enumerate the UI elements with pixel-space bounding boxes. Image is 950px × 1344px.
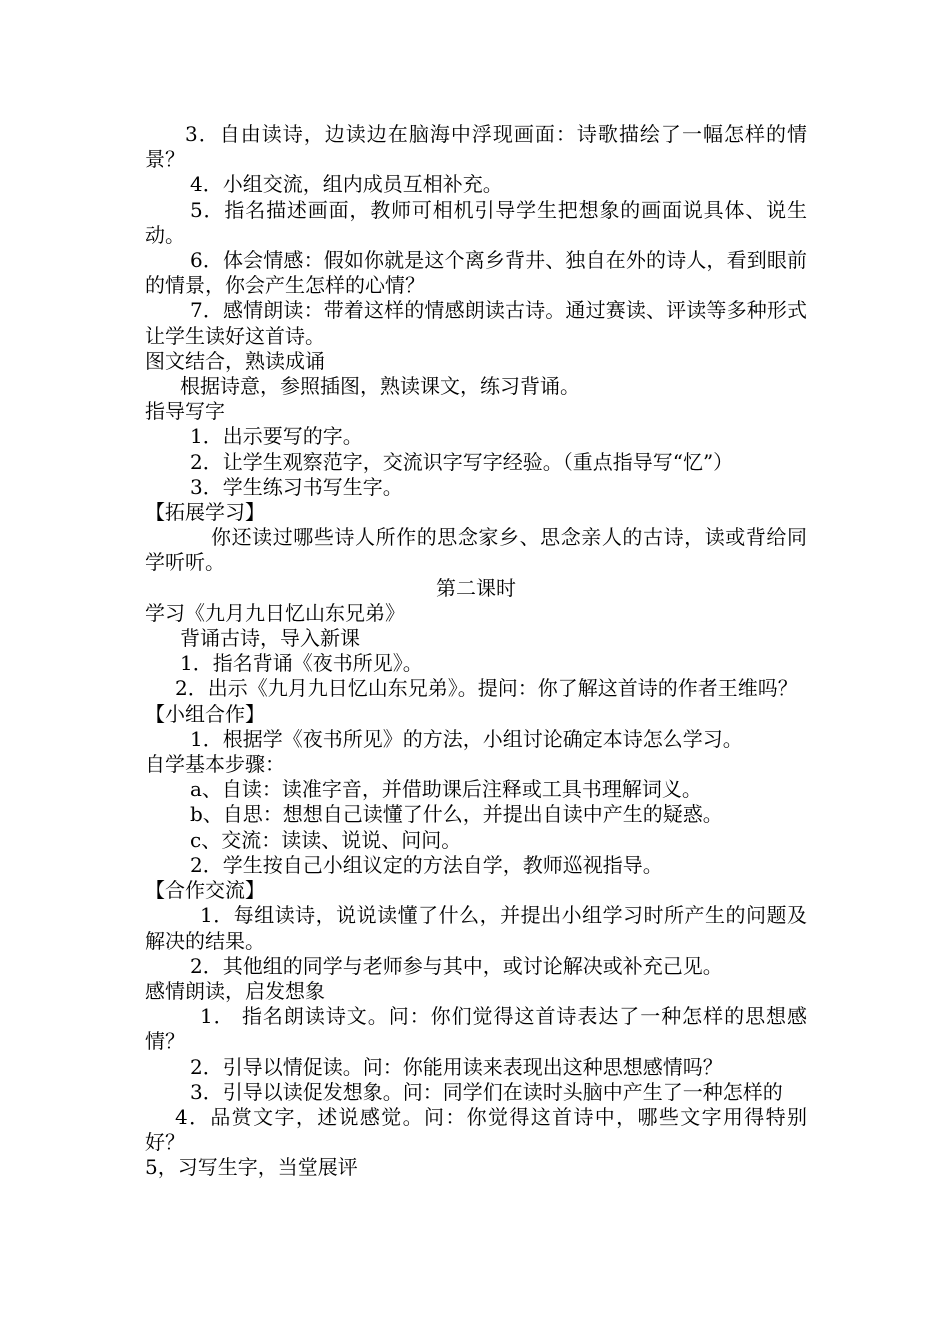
heading-recite-intro: 背诵古诗，导入新课 [180, 626, 360, 651]
emotion-step-4: 4．品赏文字，述说感觉。问：你觉得这首诗中，哪些文字用得特别好？ [145, 1104, 807, 1155]
extended-learning-text: 你还读过哪些诗人所作的思念家乡、思念亲人的古诗，读或背给同学听听。 [145, 525, 807, 575]
section-title-second-lesson: 第二课时 [436, 575, 516, 600]
step-4-group-exchange: 4．小组交流，组内成员互相补充。 [190, 172, 503, 197]
heading-image-text: 图文结合，熟读成诵 [145, 348, 325, 373]
exchange-step-2: 2．其他组的同学与老师参与其中，或讨论解决或补充己见。 [190, 953, 723, 978]
exchange-step-1: 1．每组读诗，说说读懂了什么，并提出小组学习时所产生的问题及解决的结果。 [145, 903, 807, 953]
lesson-plan-text [145, 122, 807, 1181]
step-5-describe-scene: 5．指名描述画面，教师可相机引导学生把想象的画面说具体、说生动。 [145, 197, 807, 247]
heading-cooperative-exchange: 【合作交流】 [145, 878, 265, 903]
step-3-read-poem: 3．自由读诗，边读边在脑海中浮现画面：诗歌描绘了一幅怎样的情景？ [145, 122, 807, 172]
heading-group-cooperation: 【小组合作】 [145, 701, 265, 726]
writing-step-1: 1．出示要写的字。 [190, 424, 363, 449]
step-7-emotional-reading: 7．感情朗读：带着这样的情感朗读古诗。通过赛读、评读等多种形式让学生读好这首诗。 [145, 298, 807, 348]
memorize-instruction: 根据诗意，参照插图，熟读课文，练习背诵。 [180, 374, 580, 399]
recite-step-1: 1．指名背诵《夜书所见》。 [180, 651, 423, 676]
writing-step-2: 2．让学生观察范字，交流识字写字经验。（重点指导写“忆”） [190, 449, 734, 474]
heading-emotional-reading: 感情朗读，启发想象 [145, 978, 325, 1003]
cooperation-step-2: 2．学生按自己小组议定的方法自学，教师巡视指导。 [190, 852, 663, 877]
heading-writing-guide: 指导写字 [145, 399, 225, 424]
step-6-feel-emotion: 6．体会情感：假如你就是这个离乡背井、独自在外的诗人，看到眼前的情景，你会产生怎样的心情？ [145, 248, 807, 298]
self-study-a: a、自读：读准字音，并借助课后注释或工具书理解词义。 [190, 777, 702, 802]
self-study-c: c、交流：读读、说说、问问。 [190, 827, 462, 852]
recite-step-2: 2．出示《九月九日忆山东兄弟》。提问：你了解这首诗的作者王维吗？ [175, 676, 798, 701]
self-study-steps-label: 自学基本步骤： [145, 752, 285, 777]
emotion-step-5: 5，习写生字，当堂展评 [145, 1155, 358, 1180]
cooperation-step-1: 1．根据学《夜书所见》的方法，小组讨论确定本诗怎么学习。 [190, 726, 743, 751]
heading-extended-learning: 【拓展学习】 [145, 500, 265, 525]
emotion-step-2: 2．引导以情促读。问：你能用读来表现出这种思想感情吗？ [190, 1054, 723, 1079]
writing-step-3: 3．学生练习书写生字。 [190, 474, 403, 499]
heading-learn-poem: 学习《九月九日忆山东兄弟》 [145, 600, 405, 625]
emotion-step-3: 3．引导以读促发想象。问：同学们在读时头脑中产生了一种怎样的 [190, 1079, 783, 1104]
self-study-b: b、自思：想想自己读懂了什么，并提出自读中产生的疑惑。 [190, 802, 723, 827]
emotion-step-1: 1． 指名朗读诗文。问：你们觉得这首诗表达了一种怎样的思想感情？ [145, 1004, 807, 1054]
